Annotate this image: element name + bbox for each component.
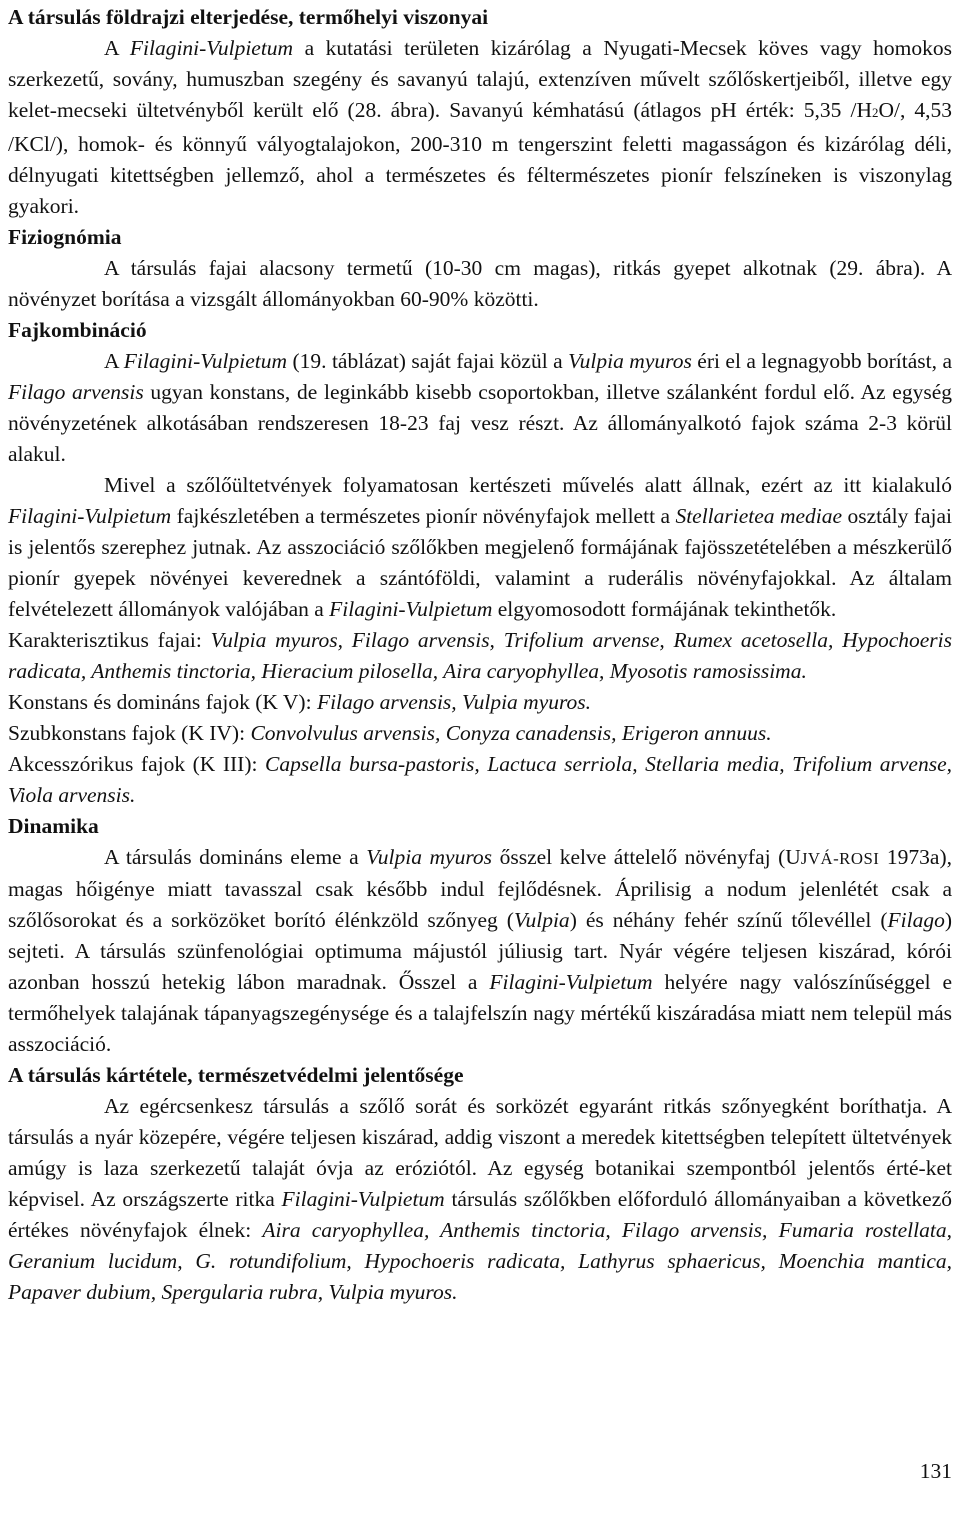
paragraph-species-2 xyxy=(8,470,952,625)
list-label: Karakterisztikus fajai: xyxy=(8,628,211,652)
list-label: Akcesszórikus fajok (K III): xyxy=(8,752,265,776)
text-run: O/, 4,53 /KCl/), homok- és könnyű vályogtalajokon, 200-310 m tengerszint feletti magasságon és kizárólag déli, délnyugati kitettségben jellemző, ahol a természetes és féltermészetes pionír felszíneken is viszonylag gyakori. xyxy=(8,98,952,218)
taxon-name: Stellarietea mediae xyxy=(675,504,843,528)
list-label: Konstans és domináns fajok (K V): xyxy=(8,690,317,714)
text-run: fajkészletében a természetes pionír növényfajok mellett a xyxy=(171,504,676,528)
list-label: Szubkonstans fajok (K IV): xyxy=(8,721,251,745)
author-smallcaps: JVÁ-ROSI xyxy=(800,849,880,868)
heading-dynamics: Dinamika xyxy=(8,814,99,838)
text-run: (19. táblázat) saját fajai közül a xyxy=(287,349,569,373)
taxon-name: Filagini-Vulpietum xyxy=(329,597,493,621)
page-number: 131 xyxy=(919,1459,952,1483)
text-run: A xyxy=(104,349,124,373)
taxon-name: Filagini-Vulpietum xyxy=(489,970,653,994)
paragraph-conservation xyxy=(8,1091,952,1308)
species-list: Capsella bursa-pastoris, Lactuca serriola, Stellaria media, Trifolium arvense, Viola arvensis. xyxy=(8,752,952,807)
text-run: ) sejteti. A társulás szünfenológiai optimuma májustól júliusig tart. Nyár végére teljesen kiszárad, kórói azonban hosszú hetekig lábon maradnak. Ősszel a xyxy=(8,908,952,994)
heading-species-combination: Fajkombináció xyxy=(8,318,147,342)
text-run: ugyan konstans, de leginkább kisebb csoportokban, illetve szálanként fordul elő. Az egység növényzetének alkotásában rendszeresen 18-23 faj vesz részt. Az állományalkotó fajok száma 2-3 körül alakul. xyxy=(8,380,952,466)
taxon-name: Vulpia xyxy=(513,908,570,932)
text-run: Az egércsenkesz társulás a szőlő sorát és sorközét egyaránt ritkás szőnyegként boríthatja. A társulás a nyár közepére, végére teljesen kiszárad, addig viszont a meredek kitettségben telepített ültetvények amúgy is laza szerkezetű talaját óvja az eróziótól. Az egység botanikai szempontból jelentős érté-ket képvisel. Az országszerte ritka xyxy=(8,1094,952,1211)
paragraph-dynamics xyxy=(8,842,952,1060)
characteristic-species xyxy=(8,625,952,687)
text-run: Mivel a szőlőültetvények folyamatosan kertészeti művelés alatt állnak, ezért az itt kialakuló xyxy=(104,473,952,497)
text-run: ) és néhány fehér színű tőlevéllel ( xyxy=(569,908,888,932)
taxon-name: Vulpia myuros xyxy=(366,845,493,869)
heading-conservation: A társulás kártétele, természetvédelmi jelentősége xyxy=(8,1063,464,1087)
text-run: osztály fajai is jelentős szerephez jutnak. Az asszociáció szőlőkben megjelenő formájának fajösszetételében a mészkerülő pionír gyepek növényei keverednek a szántóföldi, valamint a ruderális növényfajokkal. Az általam felvételezett állományok valójában a xyxy=(8,504,952,621)
text-run: helyére nagy valószínűséggel e termőhelyek talajának tápanyagszegénysége és a talajfelszín nagy mértékű kiszáradása miatt nem települ más asszociáció. xyxy=(8,970,953,1056)
subscript: 2 xyxy=(871,106,879,120)
taxon-name: Filagini-Vulpietum xyxy=(123,349,288,373)
text-run: elgyomosodott formájának tekinthetők. xyxy=(492,597,837,621)
species-list: Convolvulus arvensis, Conyza canadensis, Erigeron annuus. xyxy=(250,721,772,745)
taxon-name: Vulpia myuros xyxy=(568,349,692,373)
text-run: A társulás domináns eleme a xyxy=(104,845,367,869)
text-run: ősszel kelve áttelelő növényfaj (U xyxy=(492,845,801,869)
text-run: társulás szőlőkben előforduló állományaiban a következő értékes növényfajok élnek: xyxy=(8,1187,953,1242)
taxon-name: Filagini-Vulpietum xyxy=(8,504,172,528)
heading-physiognomy: Fiziognómia xyxy=(8,225,122,249)
paragraph-physiognomy: A társulás fajai alacsony termetű (10-30 cm magas), ritkás gyepet alkotnak (29. ábra). A növényzet borítása a vizsgált állományokban 60-90% közötti. xyxy=(8,256,952,311)
species-list: Aira caryophyllea, Anthemis tinctoria, Filago arvensis, Fumaria rostellata, Geranium lucidum, G. rotundifolium, Hypochoeris radicata, Lathyrus sphaericus, Moenchia mantica, Papaver dubium, Spergularia rubra, Vulpia myuros. xyxy=(8,1218,952,1304)
species-list: Filago arvensis, Vulpia myuros. xyxy=(316,690,592,714)
taxon-name: Filagini-Vulpietum xyxy=(129,36,294,60)
paragraph-distribution: A Filagini-Vulpietum a kutatási területen kizárólag a Nyugati-Mecsek köves vagy homokos szerkezetű, sovány, humuszban szegény és savanyú talajú, extenzíven művelt szőlőskertjeiből, illetve egy kelet-mecseki ültetvényből került elő (28. ábra). Savanyú kémhatású (átlagos pH érték: 5,35 /H2O/, 4,53 /KCl/), homok- és könnyű vályogtalajokon, 200-310 m tengerszint feletti magasságon és kizárólag déli, délnyugati kitettségben jellemző, ahol a természetes és féltermészetes pionír felszíneken is viszonylag gyakori. xyxy=(8,36,953,218)
taxon-name: Filagini-Vulpietum xyxy=(281,1187,445,1211)
text-run: 1973a), magas hőigénye miatt tavasszal csak később indul fejlődésnek. Áprilisig a nodum jelenlétét csak a szőlősorokat és a sorközöket borító élénkzöld szőnyeg ( xyxy=(8,845,953,932)
taxon-name: Filago xyxy=(887,908,945,932)
paragraph-species-1 xyxy=(8,346,952,470)
subconstant-species xyxy=(8,718,952,749)
accessory-species xyxy=(8,749,952,811)
text-run: éri el a legnagyobb borítást, a xyxy=(691,349,952,373)
heading-distribution: A társulás földrajzi elterjedése, termőhelyi viszonyai xyxy=(8,5,489,29)
text-run: a kutatási területen kizárólag a Nyugati-Mecsek köves vagy homokos szerkezetű, sovány, humuszban szegény és savanyú talajú, extenzíven művelt szőlőskertjeiből, illetve egy kelet-mecseki ültetvényből került elő (28. ábra). Savanyú kémhatású (átlagos pH érték: 5,35 /H xyxy=(8,36,953,122)
constant-species xyxy=(8,687,952,718)
species-list: Vulpia myuros, Filago arvensis, Trifolium arvense, Rumex acetosella, Hypochoeris radicata, Anthemis tinctoria, Hieracium pilosella, Aira caryophyllea, Myosotis ramosissima. xyxy=(8,628,953,683)
taxon-name: Filago arvensis xyxy=(8,380,144,404)
